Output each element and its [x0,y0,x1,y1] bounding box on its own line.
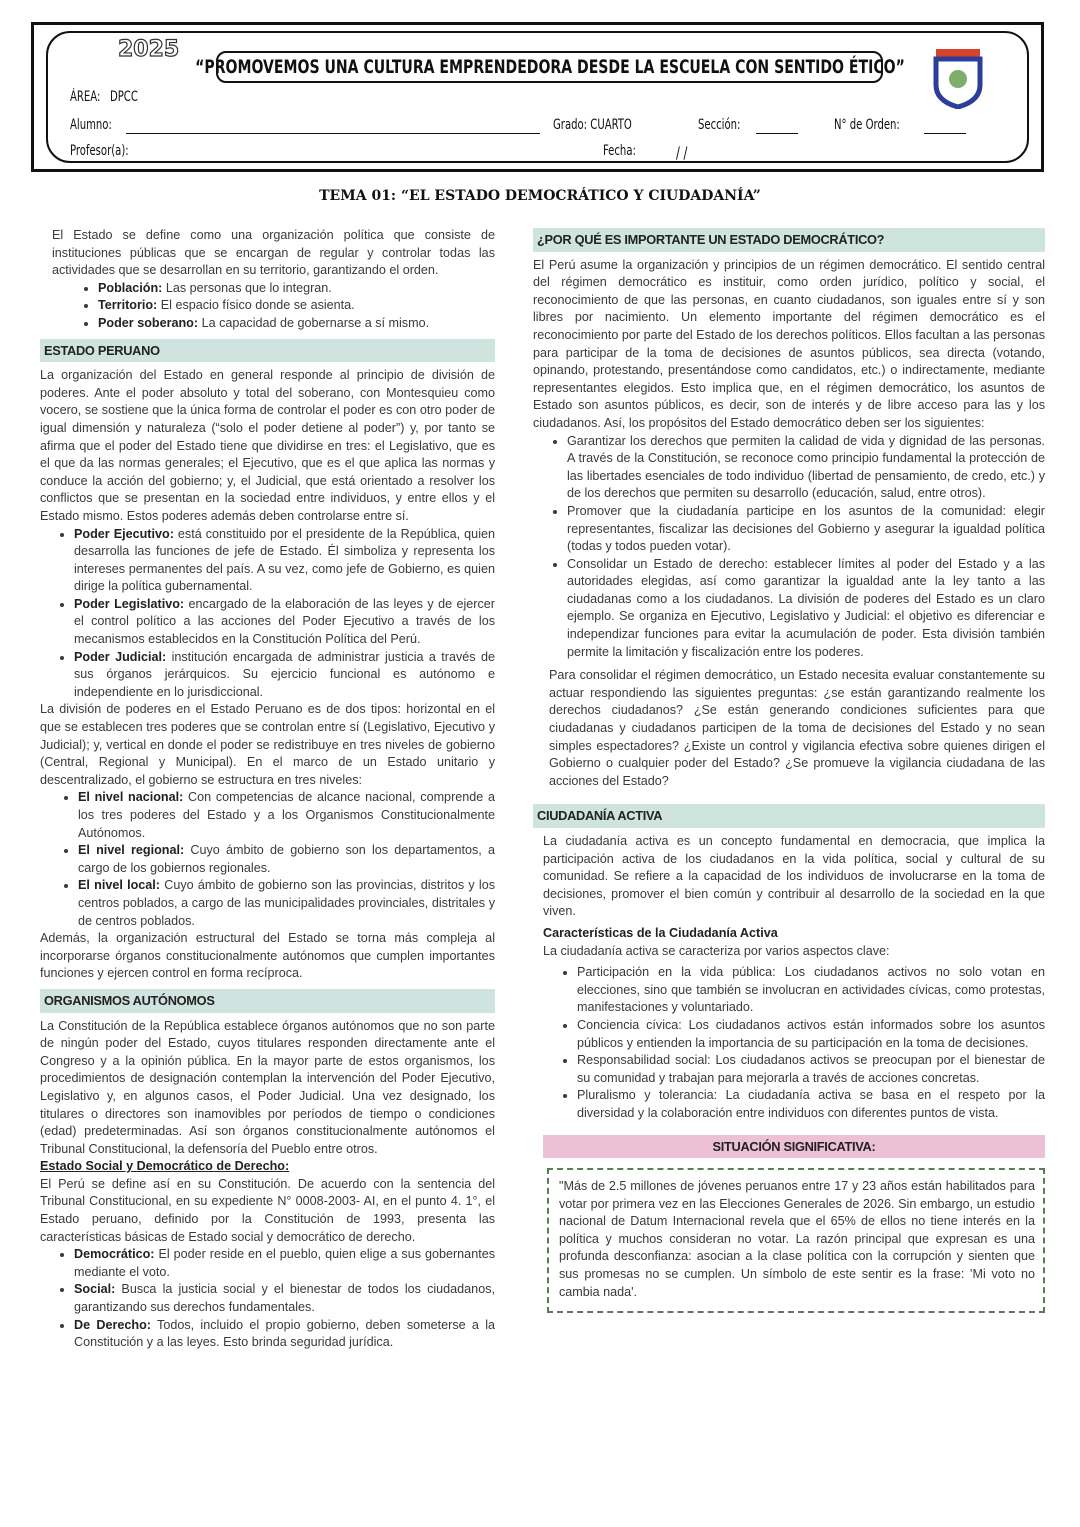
paragraph: Para consolidar el régimen democrático, un Estado necesita evaluar constantemente su actuar respondiendo las siguientes preguntas: ¿se están garantizando realmente los derechos ciudadanos? ¿Se están generando condiciones suficientes para que ciudadanas y ciudadanos participen de la toma de decisiones del Estado y no sean simples espectadores? ¿Existe un control y vigilancia efectiva sobre quienes dirigen el Gobierno o cualquier poder del Estado? ¿Se promueve la vigilancia ciudadana de las acciones del Estado? [549,668,1045,788]
section-heading-estado-peruano: ESTADO PERUANO [40,339,495,363]
motto-text: “PROMOVEMOS UNA CULTURA EMPRENDEDORA DESDE LA ESCUELA CON SENTIDO ÉTICO” [194,56,905,78]
paragraph: Además, la organización estructural del Estado se torna más compleja al incorporarse órganos constitucionalmente autónomos que cumplen importantes funciones y ejercen control en forma recíproca. [40,931,495,981]
right-column [533,228,1045,1313]
list-item: • Garantizar los derechos que permiten la calidad de vida y dignidad de las personas. A través de la Constitución, se reconoce como principio fundamental la protección de las libertades esenciales de todo individuo (libertad de pensamiento, de credo, etc.) y de los derechos que permiten su desarrollo (educación, salud, entre otros). [567,433,1045,503]
header-frame [46,31,1029,163]
year-label: 2025 [118,37,180,62]
list-item: • Poder soberano: La capacidad de gobernarse a sí mismo. [98,315,495,333]
powers-list [74,526,495,702]
ciudadania-block [533,833,1045,1123]
paragraph: La ciudadanía activa se caracteriza por varios aspectos clave: [543,943,890,958]
list-item: • De Derecho: Todos, incluido el propio gobierno, deben someterse a la Constitución y a las leyes. Esto brinda seguridad jurídica. [74,1317,495,1352]
list-item: • El nivel local: Cuyo ámbito de gobierno son las provincias, distritos y los centros poblados, a cargo de las municipalidades provinciales, distritales y de centros poblados. [78,877,495,930]
list-item: • Territorio: El espacio físico donde se asienta. [98,297,495,315]
section-label: Sección: [698,117,741,133]
topic-title: TEMA 01: “EL ESTADO DEMOCRÁTICO Y CIUDADANÍA” [319,188,761,204]
state-traits-list [74,1246,495,1352]
school-motto [194,51,905,83]
situation-text: "Más de 2.5 millones de jóvenes peruanos entre 17 y 23 años están habilitados para votar por primera vez en las Elecciones Generales de 2026. Sin embargo, un estudio nacional de Datum Internacional revela que el 65% de ellos no tiene interés en la política y muchos consideran no votar. La razón principal que expresan es una profunda desconfianza: asocian a la clase política con la corrupción y sienten que sus promesas no se cumplen. Un símbolo de este sentir es la frase: 'Mi voto no cambia nada'. [559,1179,1035,1299]
paragraph: La ciudadanía activa es un concepto fundamental en democracia, que implica la participación activa de los ciudadanos en la vida política, social y cultural de su comunidad. Se refiere a la capacidad de los individuos de involucrarse en la toma de decisiones, promover el bien común y contribuir al desarrollo de la sociedad en la que viven. [543,834,1045,919]
date-label: Fecha: [603,143,636,159]
list-item: • El nivel regional: Cuyo ámbito de gobierno son los departamentos, a cargo de los gobiernos regionales. [78,842,495,877]
list-item: • Poder Ejecutivo: está constituido por el presidente de la República, quien desarrolla las funciones de jefe de Estado. Él simboliza y representa los intereses permanentes del país. A su vez, como jefe de Gobierno, es quien dirige la política gubernamental. [74,526,495,596]
paragraph: La división de poderes en el Estado Peruano es de dos tipos: horizontal en el que se establecen tres poderes que se controlan entre sí (Legislativo, Ejecutivo y Judicial); y, vertical en donde el poder se redistribuye en tres niveles de gobierno (Central, Regional y Municipal). En el marco de un Estado unitario y descentralizado, el gobierno se estructura en tres niveles: [40,702,495,787]
section-heading-ciudadania-activa: CIUDADANÍA ACTIVA [533,804,1045,828]
worksheet-header [31,22,1044,172]
list-item: • Social: Busca la justicia social y el bienestar de todos los ciudadanos, garantizando sus derechos fundamentales. [74,1281,495,1316]
list-item: • El nivel nacional: Con competencias de alcance nacional, comprende a los tres poderes del Estado y a los Organismos Constitucionalmente Autónomos. [78,789,495,842]
list-item: • Promover que la ciudadanía participe en los asuntos de la comunidad: elegir representantes, fiscalizar las decisiones del Gobierno y asegurar la igualdad política (todas y todos pueden votar). [567,503,1045,556]
area-label: ÁREA: DPCC [70,89,138,105]
left-column [40,227,495,1352]
list-item: • Democrático: El poder reside en el pueblo, quien elige a sus gobernantes mediante el voto. [74,1246,495,1281]
paragraph: El Perú asume la organización y principios de un régimen democrático. El sentido central del régimen democrático es instituir, como orden jurídico, político y social, el reconocimiento de que las personas, en cuanto ciudadanos, son iguales entre sí y son libres por nacimiento. Un elemento importante del régimen democrático es el reconocimiento por parte del Estado de los derechos políticos. Ellos facultan a las personas para participar de la toma de decisiones de asuntos públicos, sea directa (votando, opinando, protestando, presentándose como candidatos, etc.) o indirectamente, mediante representantes elegidos. Esto implica que, en el régimen democrático, los asuntos de Estado son asuntos públicos, es decir, son de interés y de libre acceso para las y los ciudadanos. Así, los propósitos del Estado democrático deben ser los siguientes: [533,257,1045,430]
state-elements-list [98,280,495,333]
date-value: / / [676,143,688,162]
paragraph: La Constitución de la República establece órganos autónomos que no son parte de ningún poder del Estado, cuyos titulares responden directamente ante el Congreso y a la opinión pública. En la mayor parte de estos organismos, los procedimientos de designación contemplan la intervención del Poder Ejecutivo, Legislativo y, en algunos casos, el Poder Judicial. Una vez designado, los titulares o directores son inamovibles por períodos de tiempo o condiciones (edad) predeterminadas. Así son órganos constitucionalmente autónomos el Tribunal Constitucional, la defensoría del Pueblo entre otros. [40,1018,495,1156]
list-item: • Consolidar un Estado de derecho: establecer límites al poder del Estado y a las autoridades elegidas, así como garantizar la igualdad ante la ley tanto a las ciudadanas como a los ciudadanos. La división de poderes del Estado es un claro ejemplo. Se organiza en Ejecutivo, Legislativo y Judicial: el objetivo es diferenciar e independizar funciones para evitar la acumulación de poder. Esta división también permite la limitación y fiscalización entre los poderes. [567,556,1045,662]
subheading-estado-social: Estado Social y Democrático de Derecho: [40,1159,290,1174]
section-heading-situacion: SITUACIÓN SIGNIFICATIVA: [543,1135,1045,1159]
list-item: • Poder Legislativo: encargado de la elaboración de las leyes y de ejercer el control político a las acciones del Poder Ejecutivo a través de los mecanismos establecidos en la Constitución Política del Perú. [74,596,495,649]
paragraph: El Perú se define así en su Constitución. De acuerdo con la sentencia del Tribunal Constitucional, en su expediente N° 0008-2003- AI, en el punto 4. 1°, el Estado peruano, definido por la Constitución de 1993, presenta las características básicas de Estado social y democrático de derecho. [40,1176,495,1244]
list-item: • Población: Las personas que lo integran. [98,280,495,298]
grade-label: Grado: CUARTO [553,117,632,133]
subheading-caracteristicas: Características de la Ciudadanía Activa [543,925,778,940]
paragraph: La organización del Estado en general responde al principio de división de poderes. Ante el poder absoluto y total del soberano, con Montesquieu como vocero, se sostiene que la única forma de controlar el poder es con otro poder de igual dimensión y naturaleza (“solo el poder detiene al poder”) y, por tanto se afirma que el poder del Estado tiene que dividirse en tres: el Legislativo, que es el que da las normas generales; el Ejecutivo, que es el que aplica las normas y conduce la acción del gobierno; y, el Judicial, que está orientado a resolver los conflictos que se presentan en la sociedad entre individuos, y entre ellos y el Estado mismo. Estos poderes además deben controlarse entre sí. [40,368,495,523]
list-item: • Poder Judicial: institución encargada de administrar justicia a través de sus órganos jerárquicos. Su ejercicio funcional es autónomo e independiente en lo jurisdiccional. [74,649,495,702]
teacher-label: Profesor(a): [70,143,129,159]
list-item: • Responsabilidad social: Los ciudadanos activos se preocupan por el bienestar de su comunidad y trabajan para mejorarla a través de acciones concretas. [577,1052,1045,1087]
situation-box [547,1168,1045,1313]
student-name-field[interactable] [126,133,540,134]
order-number-field[interactable] [924,133,966,134]
section-heading-por-que: ¿POR QUÉ ES IMPORTANTE UN ESTADO DEMOCRÁTICO? [533,228,1045,252]
order-number-label: N° de Orden: [834,117,900,133]
list-item: • Pluralismo y tolerancia: La ciudadanía activa se basa en el respeto por la diversidad y la colaboración entre individuos con diferentes puntos de vista. [577,1087,1045,1122]
section-field[interactable] [756,133,798,134]
list-item: • Participación en la vida pública: Los ciudadanos activos no solo votan en elecciones, sino que también se involucran en actividades cívicas, como protestas, manifestaciones y voluntariado. [577,964,1045,1017]
grade-value: CUARTO [590,117,632,133]
section-heading-organismos: ORGANISMOS AUTÓNOMOS [40,989,495,1013]
area-value: DPCC [109,89,138,105]
school-crest-logo [930,49,986,109]
list-item: • Conciencia cívica: Los ciudadanos activos están informados sobre los asuntos públicos y entienden la importancia de su participación en la toma de decisiones. [577,1017,1045,1052]
state-definition: El Estado se define como una organización política que consiste de instituciones públicas que se encargan de regular y controlar todas las actividades que se desarrollan en su territorio, garantizando el orden. [52,228,495,278]
government-levels-list [78,789,495,930]
student-label: Alumno: [70,117,112,133]
active-citizenship-traits [577,964,1045,1122]
purposes-list [567,433,1045,662]
